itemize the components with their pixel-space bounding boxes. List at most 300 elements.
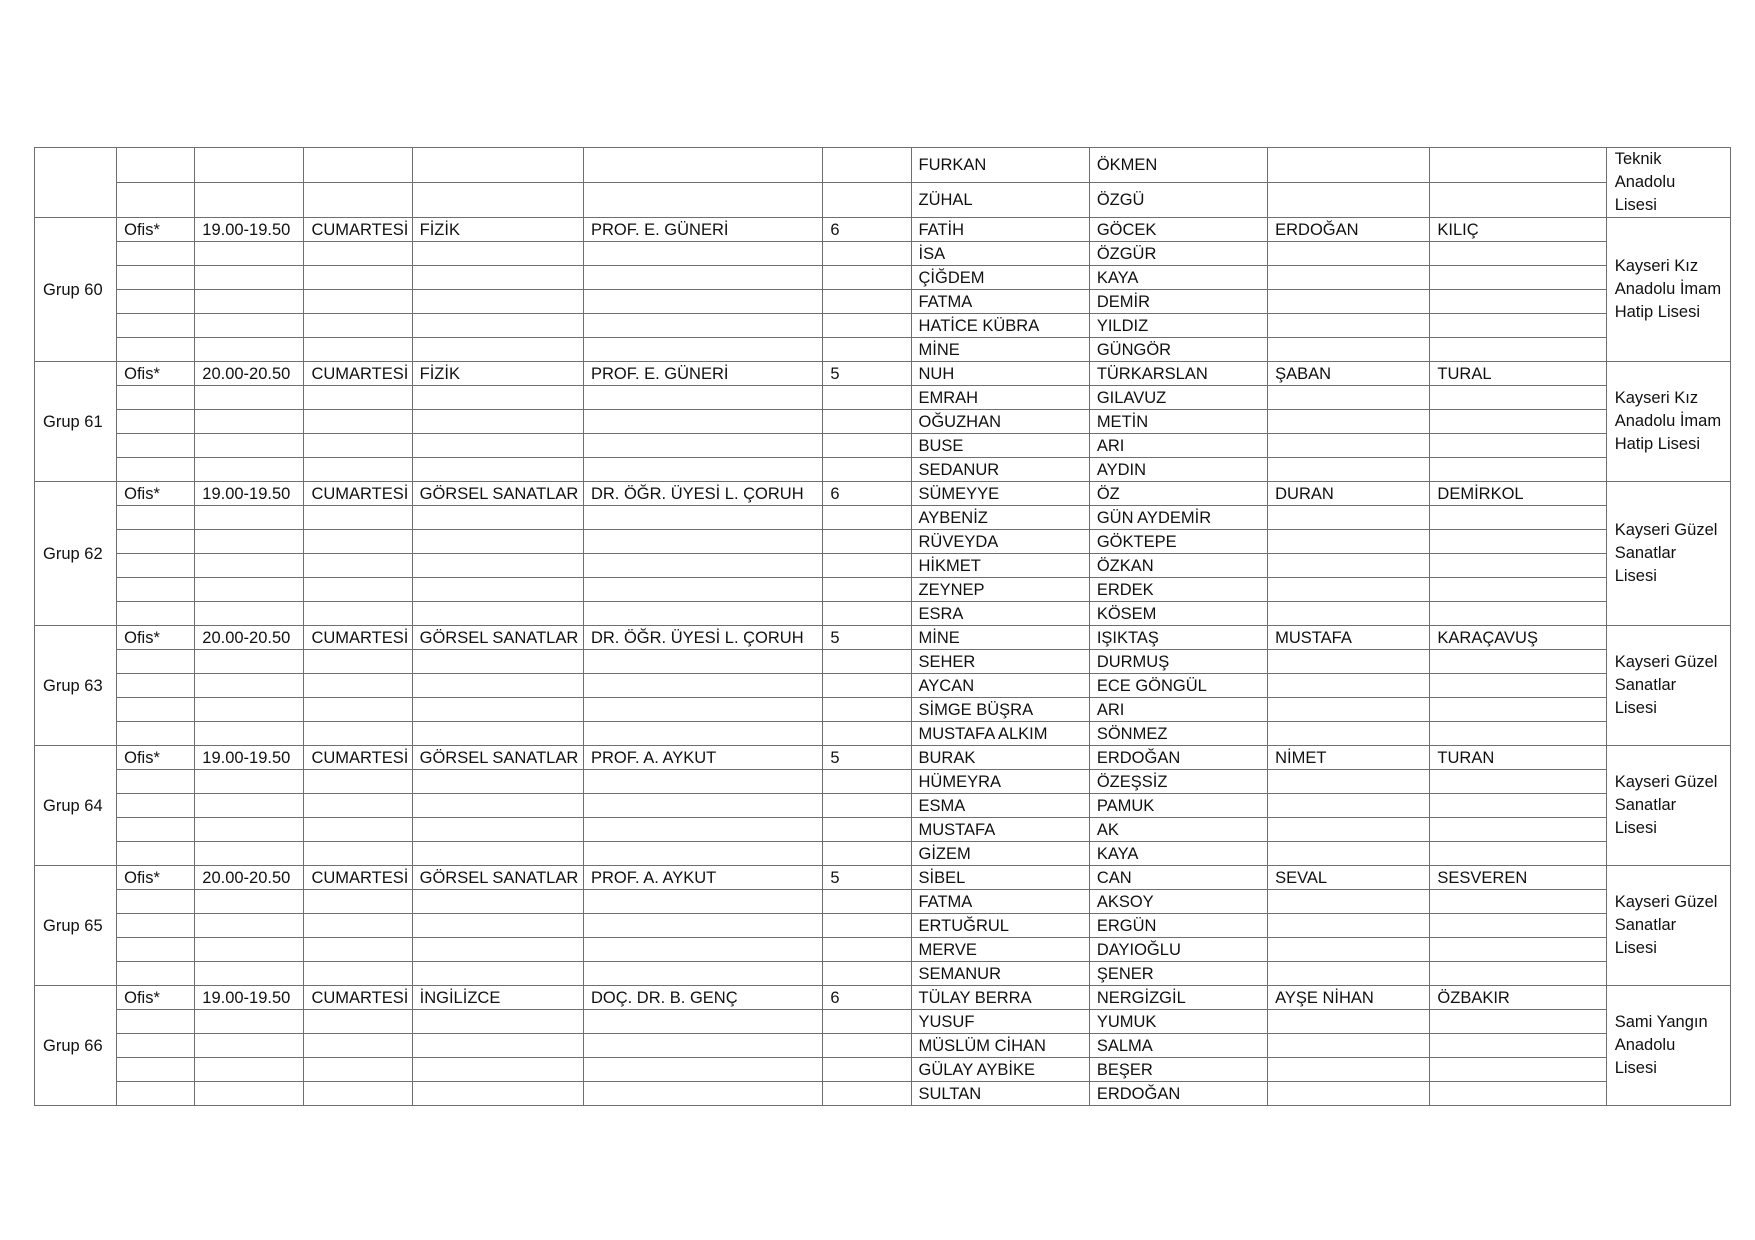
count-cell [823, 818, 911, 842]
student-last-name: ARI [1089, 698, 1267, 722]
subject-cell [412, 962, 583, 986]
day-cell [304, 386, 412, 410]
mentor-first-name [1268, 650, 1430, 674]
student-last-name: GÖCEK [1089, 218, 1267, 242]
instructor-cell [583, 1034, 822, 1058]
table-row [35, 242, 1731, 266]
student-last-name: YILDIZ [1089, 314, 1267, 338]
day-cell [304, 458, 412, 482]
subject-cell [412, 242, 583, 266]
time-cell [195, 1034, 304, 1058]
subject-cell [412, 674, 583, 698]
place-cell [117, 506, 195, 530]
place-cell [117, 410, 195, 434]
instructor-cell [583, 698, 822, 722]
mentor-first-name [1268, 1010, 1430, 1034]
time-cell [195, 770, 304, 794]
count-cell [823, 290, 911, 314]
table-row [35, 386, 1731, 410]
student-last-name: ÖZGÜR [1089, 242, 1267, 266]
mentor-first-name: MUSTAFA [1268, 626, 1430, 650]
time-cell: 20.00-20.50 [195, 362, 304, 386]
day-cell [304, 338, 412, 362]
mentor-first-name [1268, 183, 1430, 218]
group-name: Grup 62 [35, 482, 117, 626]
mentor-first-name [1268, 602, 1430, 626]
day-cell [304, 818, 412, 842]
place-cell: Ofis* [117, 482, 195, 506]
count-cell: 6 [823, 218, 911, 242]
place-cell [117, 818, 195, 842]
place-cell [117, 1082, 195, 1106]
school-cell: Kayseri Güzel Sanatlar Lisesi [1606, 626, 1730, 746]
time-cell [195, 290, 304, 314]
table-row [35, 362, 1731, 386]
school-cell: Teknik Anadolu Lisesi [1606, 148, 1730, 218]
count-cell [823, 314, 911, 338]
time-cell: 20.00-20.50 [195, 626, 304, 650]
mentor-first-name [1268, 842, 1430, 866]
instructor-cell: PROF. A. AYKUT [583, 866, 822, 890]
student-last-name: KAYA [1089, 842, 1267, 866]
student-last-name: ÖZGÜ [1089, 183, 1267, 218]
table-row [35, 530, 1731, 554]
day-cell [304, 1082, 412, 1106]
count-cell [823, 338, 911, 362]
place-cell [117, 1034, 195, 1058]
student-first-name: ZÜHAL [911, 183, 1089, 218]
count-cell [823, 794, 911, 818]
table-row [35, 458, 1731, 482]
place-cell [117, 242, 195, 266]
student-first-name: SİBEL [911, 866, 1089, 890]
table-row [35, 554, 1731, 578]
student-first-name: ESMA [911, 794, 1089, 818]
day-cell [304, 650, 412, 674]
mentor-first-name: NİMET [1268, 746, 1430, 770]
subject-cell [412, 842, 583, 866]
mentor-first-name [1268, 674, 1430, 698]
group-name: Grup 60 [35, 218, 117, 362]
subject-cell [412, 266, 583, 290]
student-last-name: GILAVUZ [1089, 386, 1267, 410]
instructor-cell: DOÇ. DR. B. GENÇ [583, 986, 822, 1010]
time-cell [195, 1010, 304, 1034]
instructor-cell [583, 1058, 822, 1082]
student-first-name: SEMANUR [911, 962, 1089, 986]
place-cell [117, 148, 195, 183]
student-last-name: ÖZEŞSİZ [1089, 770, 1267, 794]
place-cell [117, 338, 195, 362]
mentor-last-name: DEMİRKOL [1430, 482, 1606, 506]
count-cell [823, 770, 911, 794]
student-first-name: ÇİĞDEM [911, 266, 1089, 290]
day-cell: CUMARTESİ [304, 866, 412, 890]
instructor-cell [583, 818, 822, 842]
count-cell [823, 698, 911, 722]
day-cell [304, 794, 412, 818]
student-first-name: FATİH [911, 218, 1089, 242]
count-cell: 5 [823, 866, 911, 890]
student-last-name: ÖZKAN [1089, 554, 1267, 578]
subject-cell: FİZİK [412, 362, 583, 386]
day-cell: CUMARTESİ [304, 626, 412, 650]
time-cell [195, 1082, 304, 1106]
day-cell [304, 1010, 412, 1034]
table-row [35, 866, 1731, 890]
mentor-first-name: ERDOĞAN [1268, 218, 1430, 242]
student-last-name: DEMİR [1089, 290, 1267, 314]
student-last-name: KÖSEM [1089, 602, 1267, 626]
mentor-first-name [1268, 962, 1430, 986]
student-last-name: ŞENER [1089, 962, 1267, 986]
instructor-cell [583, 314, 822, 338]
mentor-first-name [1268, 458, 1430, 482]
mentor-last-name [1430, 434, 1606, 458]
mentor-first-name [1268, 890, 1430, 914]
instructor-cell [583, 530, 822, 554]
time-cell [195, 266, 304, 290]
count-cell [823, 1058, 911, 1082]
place-cell [117, 890, 195, 914]
instructor-cell: PROF. E. GÜNERİ [583, 362, 822, 386]
student-last-name: PAMUK [1089, 794, 1267, 818]
instructor-cell [583, 386, 822, 410]
subject-cell [412, 338, 583, 362]
student-first-name: FURKAN [911, 148, 1089, 183]
day-cell [304, 242, 412, 266]
day-cell [304, 148, 412, 183]
time-cell [195, 434, 304, 458]
count-cell [823, 266, 911, 290]
place-cell: Ofis* [117, 218, 195, 242]
table-row [35, 770, 1731, 794]
instructor-cell [583, 290, 822, 314]
place-cell [117, 434, 195, 458]
mentor-first-name [1268, 770, 1430, 794]
mentor-first-name [1268, 794, 1430, 818]
student-first-name: SÜMEYYE [911, 482, 1089, 506]
time-cell [195, 650, 304, 674]
mentor-last-name [1430, 1058, 1606, 1082]
time-cell [195, 410, 304, 434]
subject-cell [412, 770, 583, 794]
student-first-name: YUSUF [911, 1010, 1089, 1034]
place-cell [117, 938, 195, 962]
student-first-name: SİMGE BÜŞRA [911, 698, 1089, 722]
place-cell [117, 770, 195, 794]
school-cell: Kayseri Güzel Sanatlar Lisesi [1606, 482, 1730, 626]
student-first-name: RÜVEYDA [911, 530, 1089, 554]
mentor-first-name [1268, 290, 1430, 314]
day-cell [304, 698, 412, 722]
day-cell [304, 434, 412, 458]
place-cell [117, 1010, 195, 1034]
place-cell [117, 1058, 195, 1082]
instructor-cell [583, 938, 822, 962]
day-cell [304, 722, 412, 746]
student-last-name: KAYA [1089, 266, 1267, 290]
day-cell [304, 410, 412, 434]
table-row [35, 962, 1731, 986]
subject-cell [412, 530, 583, 554]
mentor-last-name: KARAÇAVUŞ [1430, 626, 1606, 650]
table-row [35, 1010, 1731, 1034]
mentor-last-name [1430, 938, 1606, 962]
group-name: Grup 63 [35, 626, 117, 746]
time-cell [195, 914, 304, 938]
student-first-name: HATİCE KÜBRA [911, 314, 1089, 338]
mentor-last-name [1430, 794, 1606, 818]
subject-cell: İNGİLİZCE [412, 986, 583, 1010]
count-cell [823, 938, 911, 962]
day-cell: CUMARTESİ [304, 362, 412, 386]
mentor-first-name [1268, 506, 1430, 530]
student-first-name: HİKMET [911, 554, 1089, 578]
count-cell [823, 554, 911, 578]
day-cell [304, 842, 412, 866]
time-cell: 19.00-19.50 [195, 218, 304, 242]
table-row [35, 986, 1731, 1010]
student-last-name: SALMA [1089, 1034, 1267, 1058]
instructor-cell: DR. ÖĞR. ÜYESİ L. ÇORUH [583, 482, 822, 506]
mentor-first-name [1268, 530, 1430, 554]
table-row [35, 482, 1731, 506]
mentor-first-name: DURAN [1268, 482, 1430, 506]
mentor-last-name [1430, 314, 1606, 338]
place-cell [117, 602, 195, 626]
instructor-cell [583, 794, 822, 818]
group-name: Grup 64 [35, 746, 117, 866]
student-last-name: GÖKTEPE [1089, 530, 1267, 554]
count-cell [823, 1010, 911, 1034]
time-cell [195, 674, 304, 698]
mentor-first-name: ŞABAN [1268, 362, 1430, 386]
place-cell [117, 386, 195, 410]
day-cell [304, 962, 412, 986]
instructor-cell [583, 434, 822, 458]
school-cell: Kayseri Güzel Sanatlar Lisesi [1606, 746, 1730, 866]
mentor-last-name: TURAL [1430, 362, 1606, 386]
time-cell [195, 794, 304, 818]
place-cell: Ofis* [117, 866, 195, 890]
student-first-name: BUSE [911, 434, 1089, 458]
place-cell [117, 530, 195, 554]
time-cell [195, 530, 304, 554]
subject-cell [412, 386, 583, 410]
mentor-last-name [1430, 770, 1606, 794]
time-cell [195, 458, 304, 482]
student-first-name: FATMA [911, 290, 1089, 314]
place-cell [117, 554, 195, 578]
mentor-last-name [1430, 602, 1606, 626]
student-first-name: MERVE [911, 938, 1089, 962]
count-cell [823, 530, 911, 554]
student-last-name: GÜNGÖR [1089, 338, 1267, 362]
mentor-first-name [1268, 722, 1430, 746]
day-cell: CUMARTESİ [304, 986, 412, 1010]
mentor-last-name [1430, 290, 1606, 314]
subject-cell: FİZİK [412, 218, 583, 242]
time-cell [195, 1058, 304, 1082]
place-cell [117, 458, 195, 482]
mentor-first-name [1268, 818, 1430, 842]
mentor-first-name [1268, 314, 1430, 338]
subject-cell [412, 410, 583, 434]
instructor-cell [583, 770, 822, 794]
table-row [35, 722, 1731, 746]
subject-cell [412, 506, 583, 530]
student-first-name: AYCAN [911, 674, 1089, 698]
subject-cell [412, 890, 583, 914]
schedule-table [34, 147, 1731, 1106]
student-last-name: NERGİZGİL [1089, 986, 1267, 1010]
student-first-name: ZEYNEP [911, 578, 1089, 602]
day-cell [304, 578, 412, 602]
subject-cell [412, 914, 583, 938]
student-last-name: IŞIKTAŞ [1089, 626, 1267, 650]
student-last-name: AYDIN [1089, 458, 1267, 482]
table-row [35, 674, 1731, 698]
subject-cell: GÖRSEL SANATLAR [412, 866, 583, 890]
count-cell: 6 [823, 482, 911, 506]
student-first-name: MUSTAFA ALKIM [911, 722, 1089, 746]
mentor-first-name [1268, 698, 1430, 722]
instructor-cell [583, 506, 822, 530]
student-first-name: AYBENİZ [911, 506, 1089, 530]
count-cell [823, 458, 911, 482]
student-first-name: BURAK [911, 746, 1089, 770]
student-last-name: AKSOY [1089, 890, 1267, 914]
day-cell [304, 914, 412, 938]
mentor-first-name [1268, 338, 1430, 362]
count-cell [823, 386, 911, 410]
instructor-cell [583, 410, 822, 434]
student-first-name: EMRAH [911, 386, 1089, 410]
table-row [35, 890, 1731, 914]
place-cell [117, 290, 195, 314]
table-row [35, 410, 1731, 434]
mentor-last-name [1430, 1010, 1606, 1034]
place-cell [117, 650, 195, 674]
place-cell: Ofis* [117, 986, 195, 1010]
student-first-name: İSA [911, 242, 1089, 266]
count-cell [823, 962, 911, 986]
subject-cell [412, 290, 583, 314]
mentor-last-name [1430, 458, 1606, 482]
table-row [35, 148, 1731, 183]
student-last-name: GÜN AYDEMİR [1089, 506, 1267, 530]
count-cell [823, 722, 911, 746]
place-cell [117, 578, 195, 602]
time-cell [195, 578, 304, 602]
table-row [35, 1082, 1731, 1106]
subject-cell [412, 602, 583, 626]
day-cell: CUMARTESİ [304, 746, 412, 770]
mentor-first-name: SEVAL [1268, 866, 1430, 890]
instructor-cell [583, 602, 822, 626]
table-row [35, 842, 1731, 866]
instructor-cell [583, 890, 822, 914]
subject-cell [412, 458, 583, 482]
student-last-name: AK [1089, 818, 1267, 842]
mentor-last-name: KILIÇ [1430, 218, 1606, 242]
count-cell: 5 [823, 746, 911, 770]
student-last-name: YUMUK [1089, 1010, 1267, 1034]
place-cell [117, 314, 195, 338]
place-cell: Ofis* [117, 626, 195, 650]
school-cell: Kayseri Kız Anadolu İmam Hatip Lisesi [1606, 218, 1730, 362]
student-first-name: SULTAN [911, 1082, 1089, 1106]
count-cell: 5 [823, 626, 911, 650]
time-cell: 19.00-19.50 [195, 746, 304, 770]
table-row [35, 698, 1731, 722]
mentor-last-name: SESVEREN [1430, 866, 1606, 890]
instructor-cell [583, 962, 822, 986]
time-cell [195, 338, 304, 362]
mentor-last-name [1430, 242, 1606, 266]
student-first-name: GİZEM [911, 842, 1089, 866]
instructor-cell [583, 338, 822, 362]
mentor-last-name [1430, 650, 1606, 674]
subject-cell [412, 578, 583, 602]
subject-cell [412, 650, 583, 674]
student-last-name: ÖZ [1089, 482, 1267, 506]
student-last-name: ARI [1089, 434, 1267, 458]
table-row [35, 314, 1731, 338]
table-row [35, 183, 1731, 218]
time-cell: 19.00-19.50 [195, 986, 304, 1010]
mentor-first-name [1268, 434, 1430, 458]
mentor-last-name [1430, 578, 1606, 602]
count-cell [823, 842, 911, 866]
instructor-cell [583, 242, 822, 266]
instructor-cell [583, 266, 822, 290]
table-row [35, 650, 1731, 674]
table-row [35, 602, 1731, 626]
group-name: Grup 66 [35, 986, 117, 1106]
student-last-name: CAN [1089, 866, 1267, 890]
mentor-first-name [1268, 914, 1430, 938]
student-first-name: MİNE [911, 626, 1089, 650]
student-first-name: SEHER [911, 650, 1089, 674]
subject-cell [412, 1010, 583, 1034]
day-cell [304, 314, 412, 338]
subject-cell [412, 1082, 583, 1106]
mentor-first-name [1268, 1058, 1430, 1082]
count-cell [823, 183, 911, 218]
mentor-last-name [1430, 698, 1606, 722]
student-last-name: DAYIOĞLU [1089, 938, 1267, 962]
mentor-last-name: ÖZBAKIR [1430, 986, 1606, 1010]
day-cell [304, 554, 412, 578]
mentor-last-name [1430, 674, 1606, 698]
mentor-first-name [1268, 148, 1430, 183]
table-row [35, 506, 1731, 530]
student-last-name: ERGÜN [1089, 914, 1267, 938]
mentor-first-name [1268, 386, 1430, 410]
subject-cell [412, 554, 583, 578]
day-cell [304, 890, 412, 914]
place-cell [117, 722, 195, 746]
mentor-first-name [1268, 410, 1430, 434]
time-cell [195, 842, 304, 866]
count-cell [823, 1034, 911, 1058]
group-name: Grup 61 [35, 362, 117, 482]
table-row [35, 290, 1731, 314]
student-last-name: ERDOĞAN [1089, 746, 1267, 770]
mentor-first-name [1268, 578, 1430, 602]
